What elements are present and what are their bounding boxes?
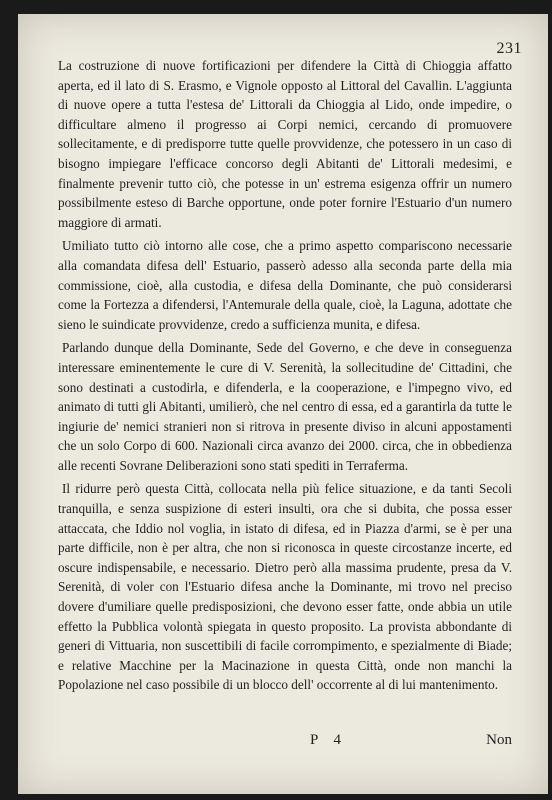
paragraph-1: La costruzione di nuove fortificazioni per difendere la Città di Chioggia affatto aperta, ed il lato di S. Erasmo, e Vignole opposto al Littoral del Cavallin. L'aggiunta di nuove opere a tutta l'estesa de' Littorali da Chioggia al Lido, onde impedire, o difficultare almeno il progresso ai Corpi nemici, cercando di promuovere sollecitamente, e di predisporre tutte quelle provvidenze, che potessero in un caso di bisogno impiegare l'efficace concorso degli Abitanti de' Littorali medesimi, e finalmente prevenir tutto ciò, che potesse in un' estrema esigenza offrir un numero possibilmente esteso di Barche opportune, onde poter fornire l'Estuario d'un numero maggiore di armati. [58,58,512,230]
paragraph-2: Umiliato tutto ciò intorno alle cose, che a primo aspetto compariscono necessarie alla comandata difesa dell' Estuario, passerò adesso alla seconda parte della mia commissione, cioè, alla custodia, e difesa della Dominante, che può considerarsi come la Fortezza a difendersi, l'Antemurale della quale, cioè, la Laguna, adottate che sieno le suindicate provvidenze, credo a sufficienza munita, e difesa. [58,238,512,332]
signature-mark: P 4 [310,732,348,748]
page-number: 231 [496,40,522,57]
paragraph-3: Parlando dunque della Dominante, Sede del Governo, e che deve in conseguenza interessare eminentemente le cure di V. Serenità, la sollecitudine de' Cittadini, che sono destinati a custodirla, e difenderla, e la cooperazione, e l'impegno vivo, ed animato di tutti gli Abitanti, umilierò, che nel centro di essa, ed a garantirla da tutte le ingiurie de' nemici stranieri non si ritrova in presente diviso in alcuni appostamenti che un solo Corpo di 600. Nazionali circa avanzo dei 2000. circa, che in obbedienza alle recenti Sovrane Deliberazioni sono stati spediti in Terraferma. [58,340,512,473]
catchword: Non [486,732,512,748]
document-page [18,14,548,794]
paragraph-4: Il ridurre però questa Città, collocata nella più felice situazione, e da tanti Secoli tranquilla, e senza suspizione di esteri insulti, ora che si dubita, che possa esser attaccata, che Iddio nol voglia, in istato di difesa, ed in Piazza d'armi, se è per una parte difficile, non è per altra, che non si riconosca in queste circostanze incerte, ed oscure indispensabile, e necessario. Dietro però alla massima prudente, presa da V. Serenità, di voler con l'Estuario difesa anche la Dominante, mi trovo nel preciso dovere d'umiliare quelle predisposizioni, che devono esser fatte, onde abbia un utile effetto la Pubblica volontà spiegata in questo proposito. La provista abbondante di generi di Vittuaria, non suscettibili di facile corrompimento, e spezialmente di Biade; e relative Macchine per la Macinazione in questa Città, onde non manchi la Popolazione nel caso possibile di un blocco dell' occorrente al di lui mantenimento. [58,481,512,693]
body-text [58,56,512,699]
page-footer [58,732,512,756]
